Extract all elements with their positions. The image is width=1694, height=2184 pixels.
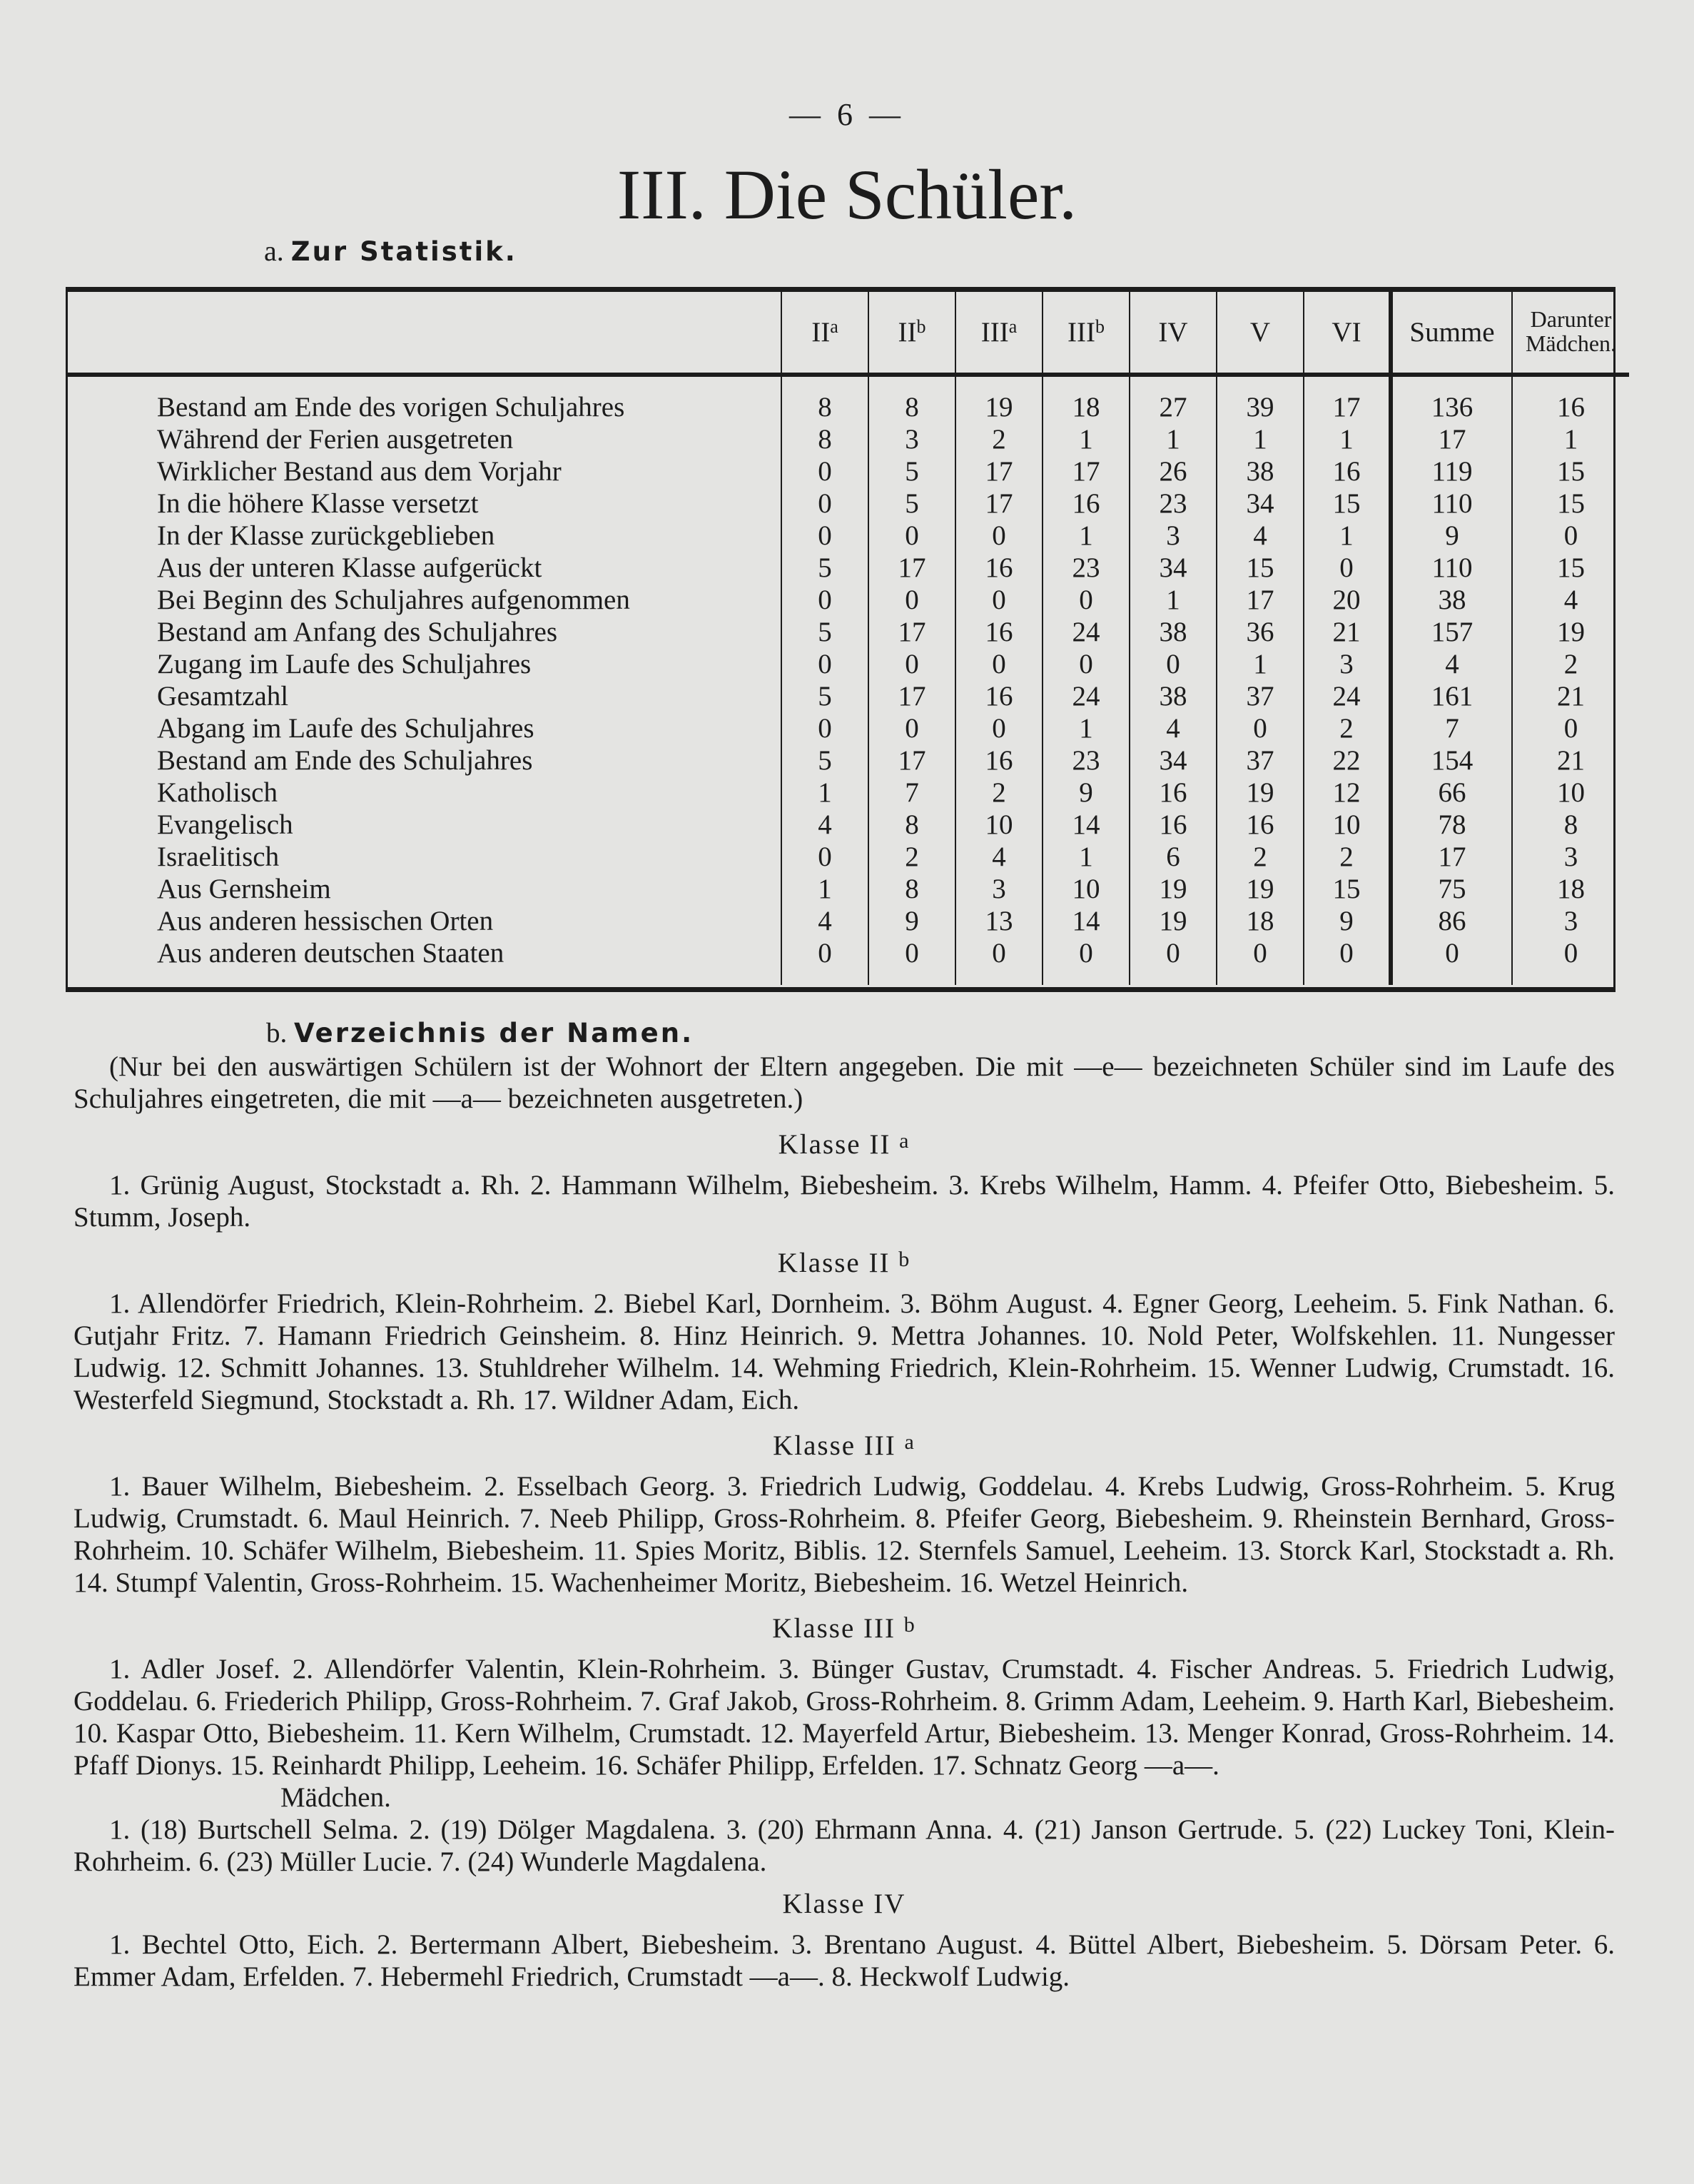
table-cell: 1 — [1304, 423, 1391, 455]
table-cell: 3 — [955, 873, 1043, 905]
girls-cell: 3 — [1512, 841, 1629, 873]
table-cell: 1 — [1217, 423, 1304, 455]
table-cell: 10 — [1043, 873, 1130, 905]
girls-cell: 3 — [1512, 905, 1629, 937]
sum-cell: 110 — [1391, 552, 1512, 584]
row-label: Bestand am Ende des vorigen Schuljahres — [157, 391, 625, 423]
table-row — [68, 455, 1629, 487]
sum-cell: 157 — [1391, 616, 1512, 648]
table-cell: 2 — [955, 423, 1043, 455]
table-cell: 36 — [1217, 616, 1304, 648]
girls-cell: 15 — [1512, 455, 1629, 487]
table-cell: 5 — [868, 487, 955, 520]
page-title: III. Die Schüler. — [617, 155, 1077, 234]
girls-student-list: 1. (18) Burtschell Selma. 2. (19) Dölger Magdalena. 3. (20) Ehrmann Anna. 4. (21) Janson Gertrude. 5. (22) Luckey Toni, Klein-Rohrheim. 6. (23) Müller Lucie. 7. (24) Wunderle Magdalena. — [73, 1814, 1615, 1877]
table-cell: 4 — [781, 809, 868, 841]
row-label: Gesamtzahl — [157, 680, 289, 712]
row-label: Aus anderen deutschen Staaten — [157, 937, 504, 969]
table-cell: 34 — [1130, 744, 1217, 777]
table-cell: 22 — [1304, 744, 1391, 777]
statistics-table — [68, 292, 1629, 985]
table-cell: 16 — [955, 616, 1043, 648]
table-cell: 0 — [781, 455, 868, 487]
table-cell: 5 — [781, 616, 868, 648]
table-cell: 0 — [1304, 937, 1391, 985]
table-cell: 16 — [1130, 777, 1217, 809]
table-cell: 38 — [1217, 455, 1304, 487]
table-cell: 1 — [1130, 423, 1217, 455]
table-cell: 37 — [1217, 680, 1304, 712]
table-cell: 1 — [781, 873, 868, 905]
table-row — [68, 616, 1629, 648]
table-cell: 4 — [1217, 520, 1304, 552]
table-cell: 2 — [1304, 841, 1391, 873]
sum-cell: 86 — [1391, 905, 1512, 937]
class-heading: Klasse II $^b$ — [777, 1248, 911, 1278]
table-cell: 0 — [781, 712, 868, 744]
section-b-note: (Nur bei den auswärtigen Schülern ist der Wohnort der Eltern angegeben. Die mit —e— bezeichneten Schüler sind im Laufe des Schuljahres eingetreten, die mit —a— bezeichneten ausgetreten.) — [73, 1051, 1615, 1114]
sum-cell: 9 — [1391, 520, 1512, 552]
table-cell: 16 — [955, 680, 1043, 712]
table-cell: 23 — [1043, 552, 1130, 584]
sum-cell: 136 — [1391, 375, 1512, 423]
table-cell: 0 — [1217, 937, 1304, 985]
sum-cell: 38 — [1391, 584, 1512, 616]
table-cell: 1 — [1304, 520, 1391, 552]
table-cell: 17 — [1217, 584, 1304, 616]
names-section — [73, 1016, 1615, 1993]
table-cell: 2 — [868, 841, 955, 873]
row-label: Wirklicher Bestand aus dem Vorjahr — [157, 455, 562, 487]
table-cell: 0 — [955, 937, 1043, 985]
table-row — [68, 487, 1629, 520]
table-cell: 3 — [1130, 520, 1217, 552]
class-heading: Klasse III $^a$ — [773, 1430, 916, 1461]
table-row — [68, 744, 1629, 777]
table-cell: 24 — [1304, 680, 1391, 712]
table-row — [68, 937, 1629, 985]
girls-cell: 8 — [1512, 809, 1629, 841]
table-cell: 12 — [1304, 777, 1391, 809]
table-cell: 18 — [1043, 375, 1130, 423]
table-cell: 0 — [868, 712, 955, 744]
table-cell: 0 — [781, 937, 868, 985]
column-header: V — [1217, 292, 1304, 375]
row-label: Abgang im Laufe des Schuljahres — [157, 712, 534, 744]
table-cell: 16 — [955, 744, 1043, 777]
table-cell: 1 — [1043, 520, 1130, 552]
sum-cell: 78 — [1391, 809, 1512, 841]
column-header: III$^a$ — [955, 292, 1043, 375]
table-cell: 16 — [1130, 809, 1217, 841]
table-cell: 0 — [868, 937, 955, 985]
table-cell: 5 — [868, 455, 955, 487]
table-cell: 17 — [868, 616, 955, 648]
table-row — [68, 375, 1629, 423]
table-cell: 0 — [1217, 712, 1304, 744]
table-cell: 1 — [1043, 712, 1130, 744]
table-cell: 9 — [1043, 777, 1130, 809]
sum-cell: 154 — [1391, 744, 1512, 777]
class-student-list: 1. Bauer Wilhelm, Biebesheim. 2. Esselbach Georg. 3. Friedrich Ludwig, Goddelau. 4. Krebs Ludwig, Gross-Rohrheim. 5. Krug Ludwig, Crumstadt. 6. Maul Heinrich. 7. Neeb Philipp, Gross-Rohrheim. 8. Pfeifer Georg, Biebesheim. 9. Rheinstein Bernhard, Gross-Rohrheim. 10. Schäfer Wilhelm, Biebesheim. 11. Spies Moritz, Biblis. 12. Sternfels Samuel, Leeheim. 13. Storck Karl, Stockstadt a. Rh. 14. Stumpf Valentin, Gross-Rohrheim. 15. Wachenheimer Moritz, Biebesheim. 16. Wetzel Heinrich. — [73, 1471, 1615, 1598]
table-cell: 4 — [1130, 712, 1217, 744]
table-cell: 5 — [781, 552, 868, 584]
sum-cell: 4 — [1391, 648, 1512, 680]
table-cell: 0 — [955, 648, 1043, 680]
column-header: VI — [1304, 292, 1391, 375]
table-cell: 23 — [1043, 744, 1130, 777]
row-label: Zugang im Laufe des Schuljahres — [157, 648, 532, 679]
table-row — [68, 873, 1629, 905]
girls-cell: 4 — [1512, 584, 1629, 616]
girls-subheading: Mädchen. — [280, 1782, 391, 1813]
sum-column-header: Summe — [1391, 292, 1512, 375]
girls-cell: 15 — [1512, 552, 1629, 584]
table-cell: 8 — [868, 375, 955, 423]
table-cell: 7 — [868, 777, 955, 809]
table-cell: 9 — [1304, 905, 1391, 937]
table-cell: 26 — [1130, 455, 1217, 487]
sum-cell: 119 — [1391, 455, 1512, 487]
table-cell: 37 — [1217, 744, 1304, 777]
table-cell: 17 — [868, 680, 955, 712]
row-label: In der Klasse zurückgeblieben — [157, 520, 495, 551]
section-b-title: Verzeichnis der Namen. — [294, 1018, 694, 1048]
class-student-list: 1. Grünig August, Stockstadt a. Rh. 2. Hammann Wilhelm, Biebesheim. 3. Krebs Wilhelm, Hamm. 4. Pfeifer Otto, Biebesheim. 5. Stumm, Joseph. — [73, 1170, 1615, 1233]
table-cell: 19 — [1217, 873, 1304, 905]
table-cell: 15 — [1217, 552, 1304, 584]
table-cell: 15 — [1304, 487, 1391, 520]
table-cell: 39 — [1217, 375, 1304, 423]
table-cell: 38 — [1130, 680, 1217, 712]
table-cell: 1 — [1217, 648, 1304, 680]
table-cell: 16 — [1043, 487, 1130, 520]
table-cell: 1 — [1130, 584, 1217, 616]
girls-cell: 18 — [1512, 873, 1629, 905]
section-b-letter: b. — [266, 1018, 288, 1048]
table-cell: 0 — [1130, 648, 1217, 680]
table-row — [68, 552, 1629, 584]
section-a-heading — [264, 234, 517, 268]
table-cell: 1 — [781, 777, 868, 809]
table-cell: 2 — [955, 777, 1043, 809]
table-cell: 19 — [1130, 873, 1217, 905]
table-cell: 24 — [1043, 616, 1130, 648]
table-cell: 16 — [1304, 455, 1391, 487]
table-cell: 24 — [1043, 680, 1130, 712]
table-row — [68, 777, 1629, 809]
girls-column-header: Darunter Mädchen. — [1512, 292, 1629, 375]
girls-cell: 16 — [1512, 375, 1629, 423]
row-label: Während der Ferien ausgetreten — [157, 423, 514, 455]
class-heading: Klasse IV — [782, 1889, 906, 1919]
sum-cell: 17 — [1391, 423, 1512, 455]
table-cell: 0 — [781, 648, 868, 680]
table-cell: 4 — [955, 841, 1043, 873]
row-label: In die höhere Klasse versetzt — [157, 487, 479, 519]
table-row — [68, 809, 1629, 841]
table-cell: 8 — [868, 809, 955, 841]
table-cell: 14 — [1043, 809, 1130, 841]
row-label: Bestand am Ende des Schuljahres — [157, 744, 533, 776]
sum-cell: 110 — [1391, 487, 1512, 520]
table-cell: 17 — [1043, 455, 1130, 487]
table-cell: 20 — [1304, 584, 1391, 616]
class-student-list: 1. Bechtel Otto, Eich. 2. Bertermann Albert, Biebesheim. 3. Brentano August. 4. Büttel Albert, Biebesheim. 5. Dörsam Peter. 6. Emmer Adam, Erfelden. 7. Hebermehl Friedrich, Crumstadt —a—. 8. Heckwolf Ludwig. — [73, 1929, 1615, 1992]
table-cell: 0 — [1043, 648, 1130, 680]
class-heading: Klasse II $^a$ — [778, 1129, 911, 1160]
table-row — [68, 680, 1629, 712]
table-cell: 8 — [781, 423, 868, 455]
table-cell: 0 — [955, 712, 1043, 744]
girls-cell: 21 — [1512, 680, 1629, 712]
page-number: — 6 — — [789, 97, 905, 132]
table-cell: 23 — [1130, 487, 1217, 520]
row-label: Aus der unteren Klasse aufgerückt — [157, 552, 542, 583]
table-cell: 5 — [781, 744, 868, 777]
table-cell: 5 — [781, 680, 868, 712]
row-label: Evangelisch — [157, 809, 293, 840]
section-a-title: Zur Statistik. — [290, 236, 517, 267]
girls-cell: 21 — [1512, 744, 1629, 777]
table-row — [68, 712, 1629, 744]
table-cell: 1 — [1043, 423, 1130, 455]
table-cell: 16 — [955, 552, 1043, 584]
table-cell: 21 — [1304, 616, 1391, 648]
table-cell: 0 — [781, 520, 868, 552]
row-label: Aus Gernsheim — [157, 873, 331, 904]
table-cell: 15 — [1304, 873, 1391, 905]
table-row — [68, 905, 1629, 937]
table-row — [68, 648, 1629, 680]
girls-cell: 0 — [1512, 712, 1629, 744]
table-cell: 0 — [781, 487, 868, 520]
table-cell: 19 — [1130, 905, 1217, 937]
table-cell: 4 — [781, 905, 868, 937]
table-cell: 0 — [1043, 584, 1130, 616]
class-heading: Klasse III $^b$ — [772, 1613, 916, 1644]
column-header: $II^a$ — [781, 292, 868, 375]
table-cell: 10 — [1304, 809, 1391, 841]
table-cell: 0 — [955, 520, 1043, 552]
table-cell: 3 — [1304, 648, 1391, 680]
table-cell: 17 — [868, 552, 955, 584]
row-label: Bestand am Anfang des Schuljahres — [157, 616, 558, 647]
table-cell: 17 — [1304, 375, 1391, 423]
table-cell: 0 — [868, 584, 955, 616]
table-cell: 8 — [868, 873, 955, 905]
row-label: Katholisch — [157, 777, 278, 808]
column-header: $II^b$ — [868, 292, 955, 375]
table-cell: 34 — [1217, 487, 1304, 520]
header-label-cell — [68, 292, 781, 375]
table-header-row — [68, 292, 1629, 375]
table-row — [68, 423, 1629, 455]
table-cell: 0 — [955, 584, 1043, 616]
table-cell: 19 — [1217, 777, 1304, 809]
table-cell: 2 — [1304, 712, 1391, 744]
table-cell: 0 — [1130, 937, 1217, 985]
table-cell: 38 — [1130, 616, 1217, 648]
table-cell: 0 — [781, 584, 868, 616]
table-cell: 9 — [868, 905, 955, 937]
table-cell: 3 — [868, 423, 955, 455]
table-cell: 34 — [1130, 552, 1217, 584]
table-cell: 27 — [1130, 375, 1217, 423]
girls-cell: 2 — [1512, 648, 1629, 680]
table-cell: 10 — [955, 809, 1043, 841]
class-student-list: 1. Adler Josef. 2. Allendörfer Valentin, Klein-Rohrheim. 3. Bünger Gustav, Crumstadt. 4. Fischer Andreas. 5. Friedrich Ludwig, Goddelau. 6. Friederich Philipp, Gross-Rohrheim. 7. Graf Jakob, Gross-Rohrheim. 8. Grimm Adam, Leeheim. 9. Harth Karl, Biebesheim. 10. Kaspar Otto, Biebesheim. 11. Kern Wilhelm, Crumstadt. 12. Mayerfeld Artur, Biebesheim. 13. Menger Konrad, Gross-Rohrheim. 14. Pfaff Dionys. 15. Reinhardt Philipp, Leeheim. 16. Schäfer Philipp, Erfelden. 17. Schnatz Georg —a—. — [73, 1654, 1615, 1781]
table-cell: 19 — [955, 375, 1043, 423]
row-label: Aus anderen hessischen Orten — [157, 905, 494, 936]
table-cell: 0 — [1043, 937, 1130, 985]
girls-cell: 0 — [1512, 520, 1629, 552]
girls-cell: 15 — [1512, 487, 1629, 520]
table-cell: 0 — [868, 520, 955, 552]
sum-cell: 0 — [1391, 937, 1512, 985]
table-cell: 13 — [955, 905, 1043, 937]
class-student-list: 1. Allendörfer Friedrich, Klein-Rohrheim. 2. Biebel Karl, Dornheim. 3. Böhm August. 4. Egner Georg, Leeheim. 5. Fink Nathan. 6. Gutjahr Fritz. 7. Hamann Friedrich Geinsheim. 8. Hinz Heinrich. 9. Mettra Johannes. 10. Nold Peter, Wolfskehlen. 11. Nungesser Ludwig. 12. Schmitt Johannes. 13. Stuhldreher Wilhelm. 14. Wehming Friedrich, Klein-Rohrheim. 15. Wenner Ludwig, Crumstadt. 16. Westerfeld Siegmund, Stockstadt a. Rh. 17. Wildner Adam, Eich. — [73, 1288, 1615, 1415]
table-cell: 1 — [1043, 841, 1130, 873]
table-cell: 0 — [868, 648, 955, 680]
table-cell: 18 — [1217, 905, 1304, 937]
table-cell: 0 — [1304, 552, 1391, 584]
table-row — [68, 584, 1629, 616]
girls-cell: 10 — [1512, 777, 1629, 809]
sum-cell: 66 — [1391, 777, 1512, 809]
table-cell: 17 — [868, 744, 955, 777]
table-cell: 16 — [1217, 809, 1304, 841]
table-cell: 17 — [955, 487, 1043, 520]
sum-cell: 17 — [1391, 841, 1512, 873]
row-label: Bei Beginn des Schuljahres aufgenommen — [157, 584, 630, 615]
table-cell: 17 — [955, 455, 1043, 487]
girls-cell: 1 — [1512, 423, 1629, 455]
table-row — [68, 841, 1629, 873]
sum-cell: 7 — [1391, 712, 1512, 744]
section-b-heading — [266, 1016, 1615, 1051]
sum-cell: 75 — [1391, 873, 1512, 905]
section-a-letter: a. — [264, 235, 284, 267]
table-cell: 14 — [1043, 905, 1130, 937]
column-header: III$^b$ — [1043, 292, 1130, 375]
row-label: Israelitisch — [157, 841, 280, 872]
table-cell: 6 — [1130, 841, 1217, 873]
sum-cell: 161 — [1391, 680, 1512, 712]
girls-cell: 19 — [1512, 616, 1629, 648]
table-cell: 8 — [781, 375, 868, 423]
girls-cell: 0 — [1512, 937, 1629, 985]
table-cell: 2 — [1217, 841, 1304, 873]
table-cell: 0 — [781, 841, 868, 873]
table-row — [68, 520, 1629, 552]
column-header: IV — [1130, 292, 1217, 375]
